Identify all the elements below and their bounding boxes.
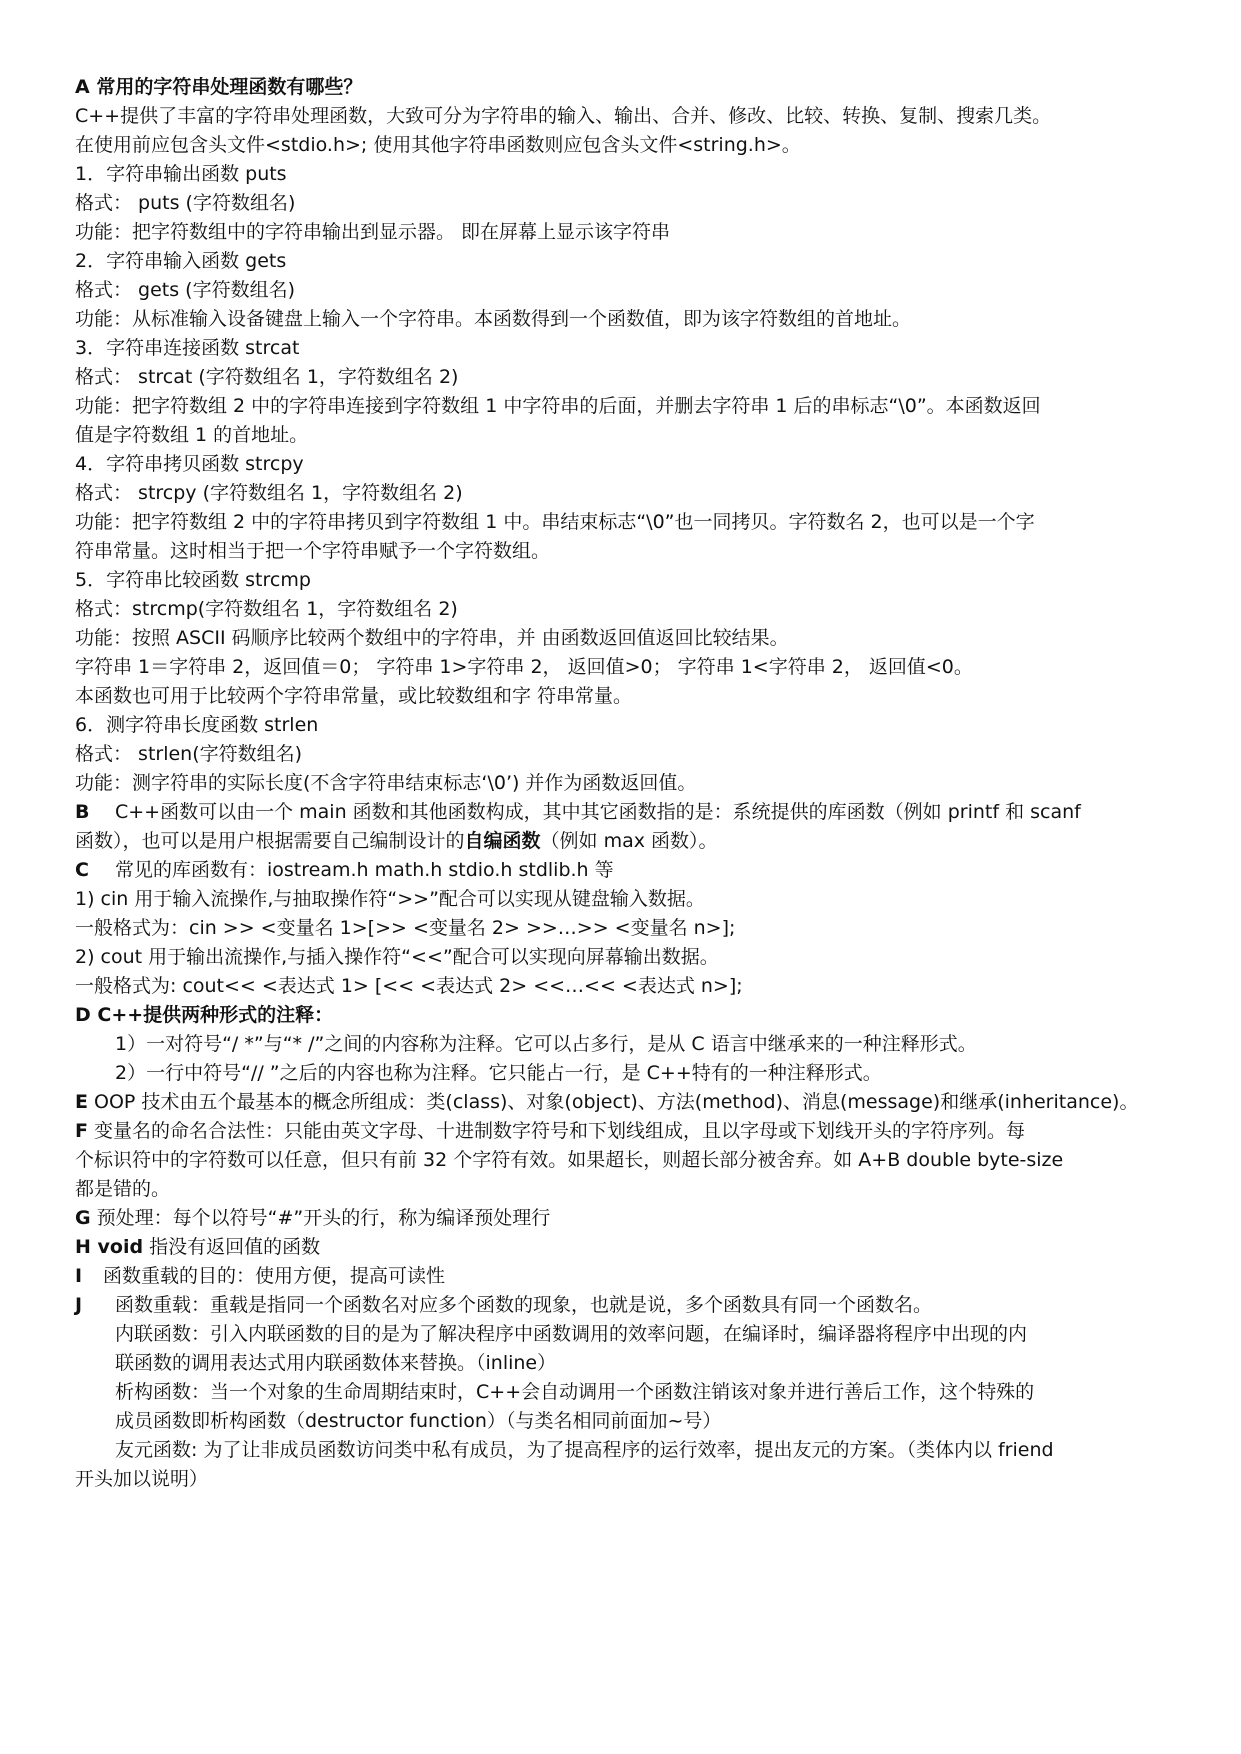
section-d-line: 2）一行中符号“// ”之后的内容也称为注释。它只能占一行，是 C++特有的一种注释形式。 xyxy=(115,1062,882,1084)
section-c-label: C xyxy=(75,859,89,881)
section-j-line: 函数重载：重载是指同一个函数名对应多个函数的现象，也就是说，多个函数具有同一个函数名。 xyxy=(115,1294,933,1316)
item-function: 功能：把字符数组中的字符串输出到显示器。 即在屏幕上显示该字符串 xyxy=(75,221,671,243)
section-b-text: （例如 max 函数）。 xyxy=(540,830,718,852)
section-c-line: 一般格式为: cout<< <表达式 1> [<< <表达式 2> <<…<< <表达式 n>]; xyxy=(75,975,743,997)
section-d-title: D C++提供两种形式的注释： xyxy=(75,1004,334,1026)
section-i-label: I xyxy=(75,1265,83,1287)
item-heading: 2．字符串输入函数 gets xyxy=(75,250,287,272)
item-function: 本函数也可用于比较两个字符串常量，或比较数组和字 符串常量。 xyxy=(75,685,633,707)
item-format: 格式：strcmp(字符数组名 1，字符数组名 2) xyxy=(75,598,458,620)
section-c-text: 常见的库函数有：iostream.h math.h stdio.h stdlib.h 等 xyxy=(115,859,614,881)
section-g-line xyxy=(75,1203,550,1234)
section-d-line: 1）一对符号“/ *”与“* /”之间的内容称为注释。它可以占多行，是从 C 语言中继承来的一种注释形式。 xyxy=(115,1033,977,1055)
item-heading: 6．测字符串长度函数 strlen xyxy=(75,714,319,736)
item-function: 值是字符数组 1 的首地址。 xyxy=(75,424,309,446)
section-b-text: 函数），也可以是用户根据需要自己编制设计的 xyxy=(75,830,465,852)
item-heading: 1．字符串输出函数 puts xyxy=(75,163,287,185)
section-h-line xyxy=(75,1232,320,1263)
section-g-text: 预处理：每个以符号“#”开头的行，称为编译预处理行 xyxy=(90,1207,551,1229)
section-c-line: 一般格式为：cin >> <变量名 1>[>> <变量名 2> >>…>> <变量名 n>]; xyxy=(75,917,736,939)
section-c-line: 1) cin 用于输入流操作,与抽取操作符“>>”配合可以实现从键盘输入数据。 xyxy=(75,888,705,910)
section-j-line: 析构函数：当一个对象的生命周期结束时，C++会自动调用一个函数注销该对象并进行善后工作，这个特殊的 xyxy=(115,1381,1035,1403)
section-b-line xyxy=(75,826,718,857)
section-c-line xyxy=(75,855,614,886)
section-f-line xyxy=(75,1116,1025,1147)
item-format: 格式： strcpy (字符数组名 1，字符数组名 2) xyxy=(75,482,463,504)
item-heading: 4．字符串拷贝函数 strcpy xyxy=(75,453,304,475)
item-function: 功能：把字符数组 2 中的字符串连接到字符数组 1 中字符串的后面，并删去字符串 1 后的串标志“\0”。本函数返回 xyxy=(75,395,1041,417)
section-f-line: 都是错的。 xyxy=(75,1178,171,1200)
item-function: 功能：测字符串的实际长度(不含字符串结束标志‘\0’) 并作为函数返回值。 xyxy=(75,772,697,794)
item-format: 格式： puts (字符数组名) xyxy=(75,192,296,214)
section-i-line xyxy=(75,1261,445,1292)
item-function: 功能：按照 ASCII 码顺序比较两个数组中的字符串，并 由函数返回值返回比较结果。 xyxy=(75,627,789,649)
section-a-intro-line: 在使用前应包含头文件<stdio.h>; 使用其他字符串函数则应包含头文件<string.h>。 xyxy=(75,134,801,156)
section-j-line: 开头加以说明） xyxy=(75,1468,209,1490)
section-j-line: 内联函数：引入内联函数的目的是为了解决程序中函数调用的效率问题，在编译时，编译器将程序中出现的内 xyxy=(115,1323,1028,1345)
section-i-text: 函数重载的目的：使用方便，提高可读性 xyxy=(103,1265,446,1287)
section-j-label: J xyxy=(75,1294,83,1316)
item-heading: 3．字符串连接函数 strcat xyxy=(75,337,300,359)
item-format: 格式： strlen(字符数组名) xyxy=(75,743,303,765)
section-a-intro-line: C++提供了丰富的字符串处理函数，大致可分为字符串的输入、输出、合并、修改、比较、转换、复制、搜索几类。 xyxy=(75,105,1052,127)
section-a-title: A 常用的字符串处理函数有哪些？ xyxy=(75,76,363,98)
section-f-line: 个标识符中的字符数可以任意，但只有前 32 个字符有效。如果超长，则超长部分被舍弃。如 A+B double byte-size xyxy=(75,1149,1064,1171)
item-function: 字符串 1＝字符串 2，返回值＝0； 字符串 1>字符串 2， 返回值>0； 字符串 1<字符串 2， 返回值<0。 xyxy=(75,656,973,678)
section-e-line xyxy=(75,1087,1138,1118)
section-c-line: 2) cout 用于输出流操作,与插入操作符“<<”配合可以实现向屏幕输出数据。 xyxy=(75,946,719,968)
section-e-text: OOP 技术由五个最基本的概念所组成：类(class)、对象(object)、方法(method)、消息(message)和继承(inheritance)。 xyxy=(87,1091,1139,1113)
section-j-line: 联函数的调用表达式用内联函数体来替换。（inline） xyxy=(115,1352,557,1374)
section-f-label: F xyxy=(75,1120,88,1142)
item-function: 符串常量。这时相当于把一个字符串赋予一个字符数组。 xyxy=(75,540,551,562)
section-b-text: C++函数可以由一个 main 函数和其他函数构成，其中其它函数指的是：系统提供的库函数（例如 printf 和 scanf xyxy=(115,801,1081,823)
section-h-text: 指没有返回值的函数 xyxy=(143,1236,321,1258)
item-format: 格式： strcat (字符数组名 1，字符数组名 2) xyxy=(75,366,459,388)
section-j-line: 友元函数: 为了让非成员函数访问类中私有成员，为了提高程序的运行效率，提出友元的方案。（类体内以 friend xyxy=(115,1439,1054,1461)
section-b-label: B xyxy=(75,801,90,823)
section-f-text: 变量名的命名合法性：只能由英文字母、十进制数字符号和下划线组成，且以字母或下划线开头的字符序列。每 xyxy=(87,1120,1026,1142)
item-function: 功能：从标准输入设备键盘上输入一个字符串。本函数得到一个函数值，即为该字符数组的首地址。 xyxy=(75,308,912,330)
section-g-label: G xyxy=(75,1207,91,1229)
section-b-line xyxy=(75,797,1081,828)
section-e-label: E xyxy=(75,1091,88,1113)
item-format: 格式： gets (字符数组名) xyxy=(75,279,296,301)
item-function: 功能：把字符数组 2 中的字符串拷贝到字符数组 1 中。串结束标志“\0”也一同拷贝。字符数名 2，也可以是一个字 xyxy=(75,511,1035,533)
section-b-emphasis: 自编函数 xyxy=(464,830,541,852)
section-j-line: 成员函数即析构函数（destructor function）（与类名相同前面加~号） xyxy=(115,1410,722,1432)
section-h-label: H void xyxy=(75,1236,144,1258)
item-heading: 5．字符串比较函数 strcmp xyxy=(75,569,311,591)
